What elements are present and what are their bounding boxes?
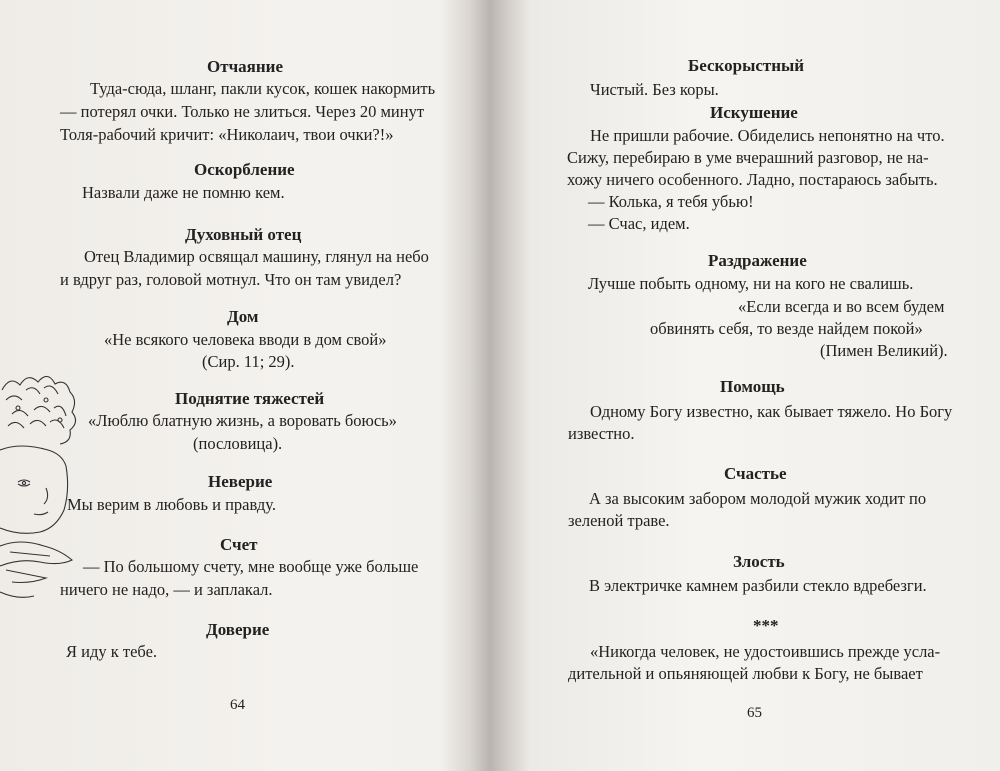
page-number: 64 bbox=[230, 697, 245, 713]
entry-line: — По большому счету, мне вообще уже больше bbox=[83, 557, 419, 576]
entry-line: Я иду к тебе. bbox=[66, 642, 158, 661]
entry-heading: Помощь bbox=[720, 377, 785, 396]
entry-heading: Раздражение bbox=[708, 251, 807, 270]
page-number: 65 bbox=[747, 705, 762, 721]
entry-line: — Счас, идем. bbox=[588, 214, 690, 233]
entry-line: Туда-сюда, шланг, пакли кусок, кошек накормить bbox=[90, 79, 436, 98]
entry-heading: Доверие bbox=[206, 620, 270, 639]
entry-heading: Бескорыстный bbox=[688, 56, 805, 75]
entry-line: «Люблю блатную жизнь, а воровать боюсь» bbox=[88, 411, 397, 430]
entry-line: Лучше побыть одному, ни на кого не свалишь. bbox=[588, 274, 914, 293]
entry-heading: Оскорбление bbox=[194, 160, 295, 179]
entry-line: Отец Владимир освящал машину, глянул на небо bbox=[84, 247, 429, 266]
entry-line: и вдруг раз, головой мотнул. Что он там увидел? bbox=[60, 270, 402, 289]
entry-heading: Дом bbox=[227, 307, 259, 326]
entry-line: зеленой траве. bbox=[568, 511, 670, 530]
entry-line: хожу ничего особенного. Ладно, постараюсь забыть. bbox=[567, 170, 938, 189]
right-page bbox=[520, 0, 1000, 771]
entry-heading: Отчаяние bbox=[207, 57, 283, 76]
entry-line: «Не всякого человека вводи в дом свой» bbox=[104, 330, 387, 349]
entry-line: (Сир. 11; 29). bbox=[202, 352, 295, 371]
entry-heading: Неверие bbox=[208, 472, 273, 491]
entry-line: А за высоким забором молодой мужик ходит по bbox=[589, 489, 927, 508]
entry-line: Одному Богу известно, как бывает тяжело. Но Богу bbox=[590, 402, 953, 421]
entry-line: — потерял очки. Только не злиться. Через 20 минут bbox=[60, 102, 425, 121]
entry-heading: Счастье bbox=[724, 464, 787, 483]
entry-heading: Счет bbox=[220, 535, 258, 554]
head-sketch-illustration bbox=[0, 370, 80, 610]
entry-line: В электричке камнем разбили стекло вдребезги. bbox=[589, 576, 927, 595]
entry-heading: Искушение bbox=[710, 103, 798, 122]
entry-line: (пословица). bbox=[193, 434, 283, 453]
entry-heading: *** bbox=[753, 616, 779, 635]
entry-line: известно. bbox=[568, 424, 635, 443]
left-page bbox=[0, 0, 470, 771]
entry-line: Сижу, перебираю в уме вчерашний разговор, не на- bbox=[567, 148, 929, 167]
entry-heading: Злость bbox=[733, 552, 785, 571]
entry-line: «Если всегда и во всем будем bbox=[738, 297, 945, 316]
entry-line: дительной и опьяняющей любви к Богу, не бывает bbox=[568, 664, 923, 683]
entry-line: — Колька, я тебя убью! bbox=[588, 192, 754, 211]
entry-line: Чистый. Без коры. bbox=[590, 80, 719, 99]
entry-heading: Духовный отец bbox=[185, 225, 302, 244]
entry-line: Не пришли рабочие. Обиделись непонятно на что. bbox=[590, 126, 945, 145]
entry-line: Мы верим в любовь и правду. bbox=[67, 495, 276, 514]
entry-line: (Пимен Великий). bbox=[820, 341, 948, 360]
entry-line: обвинять себя, то везде найдем покой» bbox=[650, 319, 923, 338]
entry-heading: Поднятие тяжестей bbox=[175, 389, 325, 408]
entry-line: Толя-рабочий кричит: «Николаич, твои очки?!» bbox=[60, 125, 394, 144]
entry-line: Назвали даже не помню кем. bbox=[82, 183, 285, 202]
entry-line: ничего не надо, — и заплакал. bbox=[60, 580, 273, 599]
entry-line: «Никогда человек, не удостоившись прежде усла- bbox=[590, 642, 941, 661]
